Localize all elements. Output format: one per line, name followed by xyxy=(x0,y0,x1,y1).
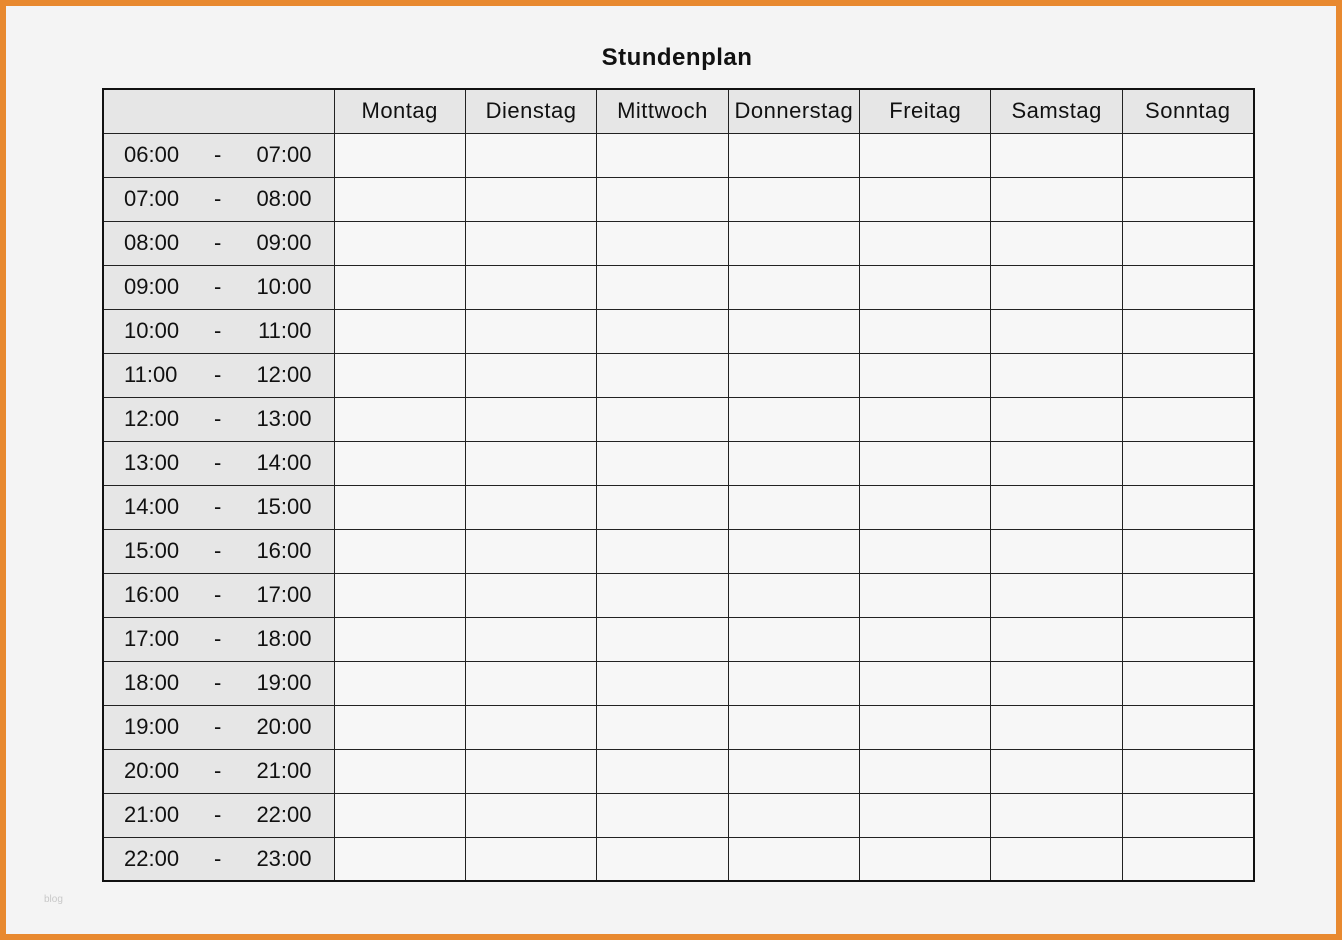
day-header-mittwoch: Mittwoch xyxy=(597,89,728,133)
schedule-cell[interactable] xyxy=(860,573,991,617)
schedule-cell[interactable] xyxy=(860,617,991,661)
schedule-cell[interactable] xyxy=(597,661,728,705)
time-separator: - xyxy=(214,186,222,211)
schedule-cell[interactable] xyxy=(1122,353,1253,397)
schedule-cell[interactable] xyxy=(1122,177,1253,221)
time-slot-cell xyxy=(103,837,334,881)
table-row xyxy=(103,573,1254,617)
schedule-cell[interactable] xyxy=(334,221,465,265)
schedule-cell[interactable] xyxy=(465,661,596,705)
table-row xyxy=(103,309,1254,353)
time-from: 11:00 xyxy=(124,362,178,387)
table-row xyxy=(103,133,1254,177)
schedule-cell[interactable] xyxy=(860,177,991,221)
schedule-cell[interactable] xyxy=(860,485,991,529)
schedule-cell[interactable] xyxy=(728,265,859,309)
schedule-cell[interactable] xyxy=(991,749,1122,793)
table-row xyxy=(103,177,1254,221)
schedule-cell[interactable] xyxy=(1122,265,1253,309)
schedule-cell[interactable] xyxy=(991,353,1122,397)
time-to: 19:00 xyxy=(256,670,312,695)
schedule-cell[interactable] xyxy=(465,397,596,441)
schedule-cell[interactable] xyxy=(860,441,991,485)
schedule-cell[interactable] xyxy=(991,573,1122,617)
time-from: 06:00 xyxy=(124,142,180,167)
day-header-montag: Montag xyxy=(334,89,465,133)
schedule-cell[interactable] xyxy=(991,309,1122,353)
corner-cell xyxy=(103,89,334,133)
schedule-cell[interactable] xyxy=(860,793,991,837)
time-slot-cell xyxy=(103,573,334,617)
time-to: 15:00 xyxy=(256,494,312,519)
time-from: 10:00 xyxy=(124,318,180,343)
time-to: 18:00 xyxy=(256,626,312,651)
schedule-cell[interactable] xyxy=(728,441,859,485)
schedule-cell[interactable] xyxy=(991,485,1122,529)
schedule-cell[interactable] xyxy=(860,529,991,573)
schedule-cell[interactable] xyxy=(1122,705,1253,749)
time-separator: - xyxy=(214,142,222,167)
table-row xyxy=(103,705,1254,749)
schedule-cell[interactable] xyxy=(334,705,465,749)
table-row xyxy=(103,661,1254,705)
schedule-cell[interactable] xyxy=(465,221,596,265)
time-from: 22:00 xyxy=(124,845,180,871)
time-separator: - xyxy=(214,758,222,783)
time-to: 08:00 xyxy=(256,186,312,211)
schedule-cell[interactable] xyxy=(334,749,465,793)
schedule-cell[interactable] xyxy=(597,793,728,837)
time-slot-cell xyxy=(103,441,334,485)
timetable xyxy=(102,88,1255,882)
schedule-cell[interactable] xyxy=(991,793,1122,837)
schedule-cell[interactable] xyxy=(334,485,465,529)
schedule-cell[interactable] xyxy=(728,837,859,881)
time-separator: - xyxy=(214,626,222,651)
schedule-cell[interactable] xyxy=(728,793,859,837)
time-separator: - xyxy=(214,538,222,563)
day-header-dienstag: Dienstag xyxy=(465,89,596,133)
schedule-cell[interactable] xyxy=(728,177,859,221)
schedule-cell[interactable] xyxy=(728,221,859,265)
schedule-cell[interactable] xyxy=(597,221,728,265)
schedule-cell[interactable] xyxy=(728,573,859,617)
table-row xyxy=(103,793,1254,837)
time-slot-cell xyxy=(103,397,334,441)
schedule-cell[interactable] xyxy=(465,133,596,177)
day-header-donnerstag: Donnerstag xyxy=(728,89,859,133)
table-row xyxy=(103,617,1254,661)
table-row xyxy=(103,397,1254,441)
schedule-cell[interactable] xyxy=(334,529,465,573)
time-from: 12:00 xyxy=(124,406,180,431)
schedule-cell[interactable] xyxy=(334,793,465,837)
time-separator: - xyxy=(214,802,222,827)
time-separator: - xyxy=(214,318,222,343)
schedule-cell[interactable] xyxy=(991,133,1122,177)
time-slot-cell xyxy=(103,749,334,793)
schedule-cell[interactable] xyxy=(1122,397,1253,441)
schedule-cell[interactable] xyxy=(728,749,859,793)
schedule-cell[interactable] xyxy=(597,485,728,529)
schedule-cell[interactable] xyxy=(334,353,465,397)
time-from: 07:00 xyxy=(124,186,180,211)
time-to: 22:00 xyxy=(256,802,312,827)
time-slot-cell xyxy=(103,265,334,309)
time-separator: - xyxy=(214,845,222,871)
time-slot-cell xyxy=(103,529,334,573)
schedule-cell[interactable] xyxy=(991,265,1122,309)
day-header-sonntag: Sonntag xyxy=(1122,89,1253,133)
schedule-cell[interactable] xyxy=(991,177,1122,221)
schedule-cell[interactable] xyxy=(728,661,859,705)
schedule-cell[interactable] xyxy=(1122,221,1253,265)
time-from: 13:00 xyxy=(124,450,180,475)
schedule-cell[interactable] xyxy=(991,221,1122,265)
time-to: 07:00 xyxy=(256,142,312,167)
time-slot-cell xyxy=(103,661,334,705)
time-slot-cell xyxy=(103,617,334,661)
schedule-cell[interactable] xyxy=(334,837,465,881)
schedule-cell[interactable] xyxy=(860,705,991,749)
schedule-cell[interactable] xyxy=(991,441,1122,485)
time-to: 16:00 xyxy=(256,538,312,563)
schedule-cell[interactable] xyxy=(597,177,728,221)
schedule-cell[interactable] xyxy=(334,441,465,485)
time-separator: - xyxy=(214,230,222,255)
time-slot-cell xyxy=(103,793,334,837)
time-separator: - xyxy=(214,714,222,739)
schedule-cell[interactable] xyxy=(597,397,728,441)
schedule-cell[interactable] xyxy=(597,353,728,397)
schedule-cell[interactable] xyxy=(465,617,596,661)
table-row xyxy=(103,441,1254,485)
time-to: 11:00 xyxy=(258,318,312,343)
time-separator: - xyxy=(214,670,222,695)
schedule-cell[interactable] xyxy=(1122,661,1253,705)
schedule-cell[interactable] xyxy=(728,133,859,177)
time-to: 14:00 xyxy=(256,450,312,475)
schedule-cell[interactable] xyxy=(1122,441,1253,485)
time-slot-cell xyxy=(103,221,334,265)
schedule-cell[interactable] xyxy=(465,529,596,573)
time-from: 16:00 xyxy=(124,582,180,607)
time-to: 09:00 xyxy=(256,230,312,255)
time-separator: - xyxy=(214,362,222,387)
schedule-cell[interactable] xyxy=(728,397,859,441)
schedule-cell[interactable] xyxy=(334,397,465,441)
time-separator: - xyxy=(214,406,222,431)
time-to: 17:00 xyxy=(256,582,312,607)
day-header-samstag: Samstag xyxy=(991,89,1122,133)
time-from: 09:00 xyxy=(124,274,180,299)
schedule-cell[interactable] xyxy=(597,133,728,177)
schedule-cell[interactable] xyxy=(334,309,465,353)
schedule-cell[interactable] xyxy=(597,441,728,485)
schedule-cell[interactable] xyxy=(465,749,596,793)
time-to: 10:00 xyxy=(256,274,312,299)
schedule-cell[interactable] xyxy=(1122,309,1253,353)
schedule-cell[interactable] xyxy=(465,485,596,529)
schedule-cell[interactable] xyxy=(1122,529,1253,573)
time-from: 14:00 xyxy=(124,494,180,519)
table-row xyxy=(103,837,1254,881)
time-separator: - xyxy=(214,274,222,299)
time-to: 12:00 xyxy=(256,362,312,387)
day-header-freitag: Freitag xyxy=(860,89,991,133)
table-row xyxy=(103,749,1254,793)
schedule-cell[interactable] xyxy=(991,661,1122,705)
schedule-cell[interactable] xyxy=(860,837,991,881)
schedule-cell[interactable] xyxy=(991,705,1122,749)
time-to: 13:00 xyxy=(256,406,312,431)
time-separator: - xyxy=(214,582,222,607)
schedule-cell[interactable] xyxy=(991,617,1122,661)
schedule-cell[interactable] xyxy=(597,705,728,749)
table-row xyxy=(103,221,1254,265)
time-from: 19:00 xyxy=(124,714,180,739)
schedule-cell[interactable] xyxy=(1122,573,1253,617)
schedule-cell[interactable] xyxy=(860,397,991,441)
schedule-cell[interactable] xyxy=(334,265,465,309)
schedule-cell[interactable] xyxy=(860,309,991,353)
schedule-cell[interactable] xyxy=(465,573,596,617)
table-row xyxy=(103,485,1254,529)
table-row xyxy=(103,353,1254,397)
schedule-cell[interactable] xyxy=(860,661,991,705)
schedule-cell[interactable] xyxy=(465,441,596,485)
schedule-cell[interactable] xyxy=(465,837,596,881)
schedule-cell[interactable] xyxy=(991,397,1122,441)
schedule-cell[interactable] xyxy=(597,309,728,353)
time-to: 23:00 xyxy=(256,845,312,871)
schedule-cell[interactable] xyxy=(465,177,596,221)
schedule-cell[interactable] xyxy=(860,221,991,265)
time-from: 18:00 xyxy=(124,670,180,695)
time-from: 15:00 xyxy=(124,538,180,563)
time-from: 20:00 xyxy=(124,758,180,783)
schedule-cell[interactable] xyxy=(334,573,465,617)
schedule-cell[interactable] xyxy=(1122,617,1253,661)
schedule-cell[interactable] xyxy=(597,749,728,793)
schedule-cell[interactable] xyxy=(334,177,465,221)
schedule-cell[interactable] xyxy=(465,265,596,309)
schedule-cell[interactable] xyxy=(991,837,1122,881)
table-row xyxy=(103,529,1254,573)
time-separator: - xyxy=(214,494,222,519)
schedule-cell[interactable] xyxy=(1122,133,1253,177)
schedule-cell[interactable] xyxy=(334,661,465,705)
schedule-cell[interactable] xyxy=(1122,485,1253,529)
schedule-cell[interactable] xyxy=(465,793,596,837)
schedule-cell[interactable] xyxy=(728,353,859,397)
time-slot-cell xyxy=(103,133,334,177)
schedule-cell[interactable] xyxy=(597,573,728,617)
schedule-cell[interactable] xyxy=(728,529,859,573)
schedule-cell[interactable] xyxy=(465,705,596,749)
time-from: 21:00 xyxy=(124,802,180,827)
schedule-cell[interactable] xyxy=(465,309,596,353)
schedule-cell[interactable] xyxy=(860,749,991,793)
page-title: Stundenplan xyxy=(601,44,753,71)
time-slot-cell xyxy=(103,485,334,529)
time-from: 17:00 xyxy=(124,626,180,651)
watermark: blog xyxy=(44,894,63,905)
table-row xyxy=(103,265,1254,309)
schedule-cell[interactable] xyxy=(728,705,859,749)
time-from: 08:00 xyxy=(124,230,180,255)
time-slot-cell xyxy=(103,177,334,221)
schedule-cell[interactable] xyxy=(597,265,728,309)
schedule-cell[interactable] xyxy=(465,353,596,397)
time-separator: - xyxy=(214,450,222,475)
schedule-cell[interactable] xyxy=(728,485,859,529)
schedule-cell[interactable] xyxy=(860,265,991,309)
time-slot-cell xyxy=(103,309,334,353)
schedule-cell[interactable] xyxy=(597,617,728,661)
schedule-cell[interactable] xyxy=(860,353,991,397)
time-slot-cell xyxy=(103,353,334,397)
time-slot-cell xyxy=(103,705,334,749)
schedule-cell[interactable] xyxy=(860,133,991,177)
schedule-cell[interactable] xyxy=(597,529,728,573)
time-to: 21:00 xyxy=(256,758,312,783)
schedule-cell[interactable] xyxy=(991,529,1122,573)
schedule-cell[interactable] xyxy=(1122,837,1253,881)
schedule-cell[interactable] xyxy=(334,617,465,661)
schedule-cell[interactable] xyxy=(728,309,859,353)
schedule-cell[interactable] xyxy=(334,133,465,177)
schedule-cell[interactable] xyxy=(597,837,728,881)
header-row xyxy=(103,89,1254,133)
time-to: 20:00 xyxy=(256,714,312,739)
schedule-cell[interactable] xyxy=(1122,793,1253,837)
schedule-cell[interactable] xyxy=(1122,749,1253,793)
schedule-cell[interactable] xyxy=(728,617,859,661)
